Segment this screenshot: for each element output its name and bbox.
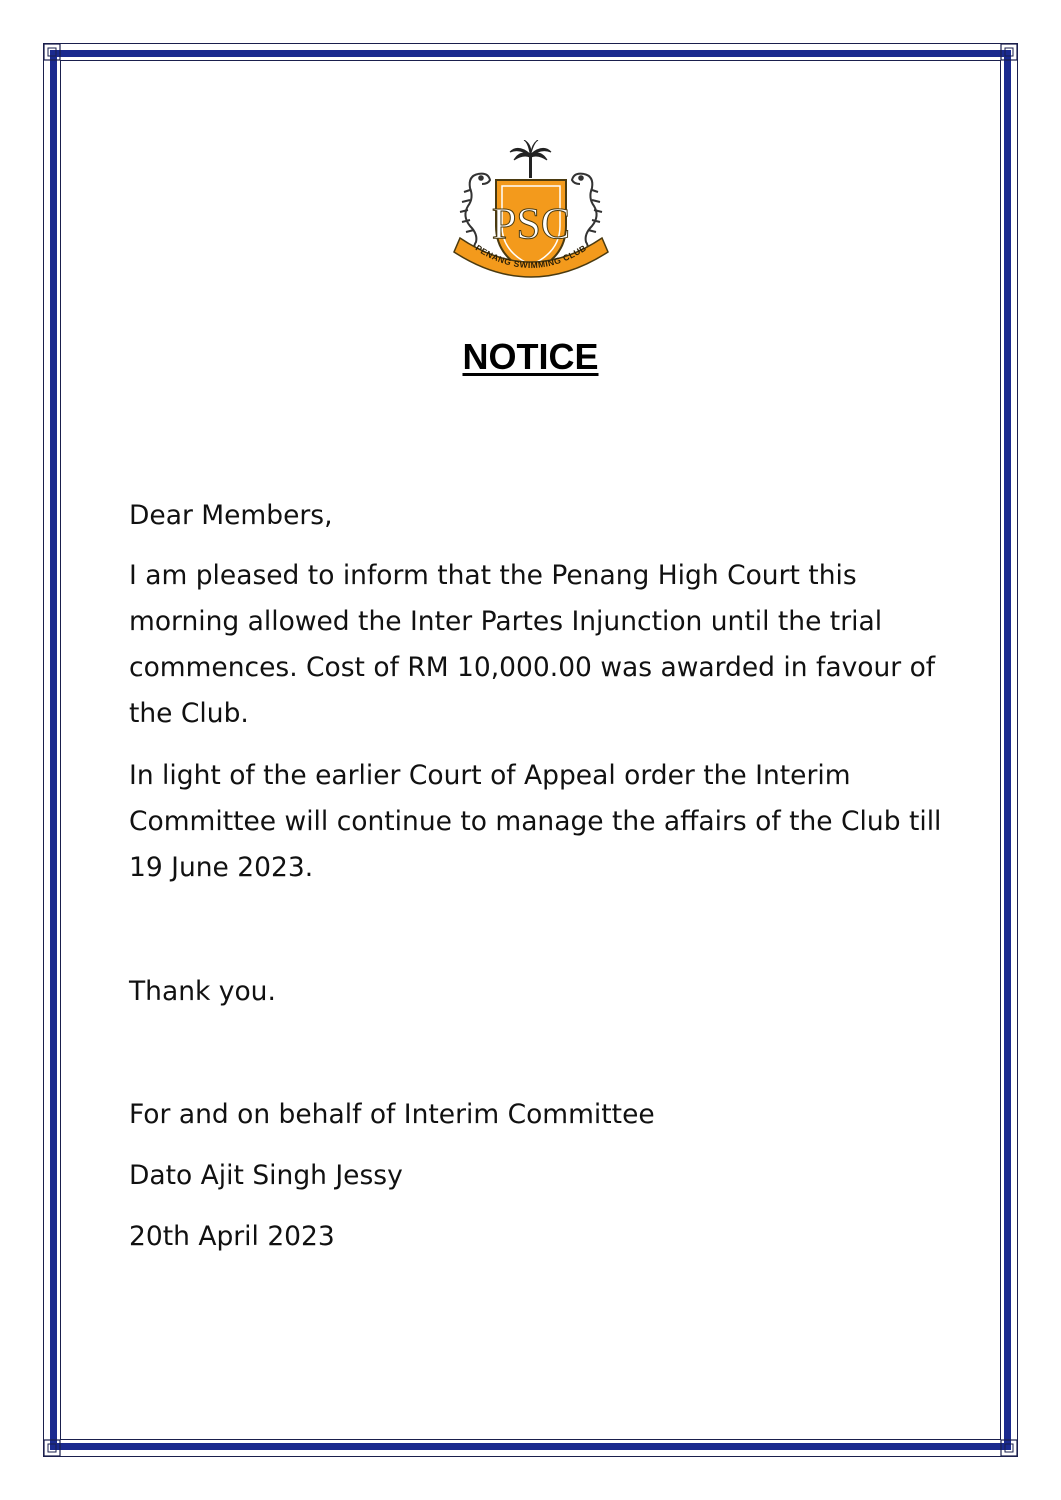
penang-swimming-club-logo <box>448 140 614 288</box>
corner-ornament-bottom-right <box>998 1437 1020 1459</box>
seahorse-right-icon <box>572 174 602 250</box>
corner-ornament-top-left <box>41 41 63 63</box>
seahorse-left-icon <box>460 174 490 250</box>
notice-date: 20th April 2023 <box>129 1220 335 1252</box>
crest-ribbon-text: PENANG SWIMMING CLUB <box>473 242 589 271</box>
corner-ornament-bottom-left <box>41 1437 63 1459</box>
signoff-line: For and on behalf of Interim Committee <box>129 1098 655 1130</box>
palm-tree-icon <box>510 140 551 178</box>
notice-title: NOTICE <box>462 336 599 377</box>
signer-name: Dato Ajit Singh Jessy <box>129 1159 403 1191</box>
crest-initials: PSC <box>491 199 571 248</box>
body-paragraph-1: I am pleased to inform that the Penang High Court this morning allowed the Inter Partes Injunction until the trial commences. Cost of RM 10,000.00 was awarded in favour of the Club. <box>129 559 936 729</box>
salutation: Dear Members, <box>129 499 333 531</box>
closing-line: Thank you. <box>129 975 276 1007</box>
corner-ornament-top-right <box>998 41 1020 63</box>
body-paragraph-2: In light of the earlier Court of Appeal order the Interim Committee will continue to manage the affairs of the Club till 19 June 2023. <box>129 759 942 883</box>
